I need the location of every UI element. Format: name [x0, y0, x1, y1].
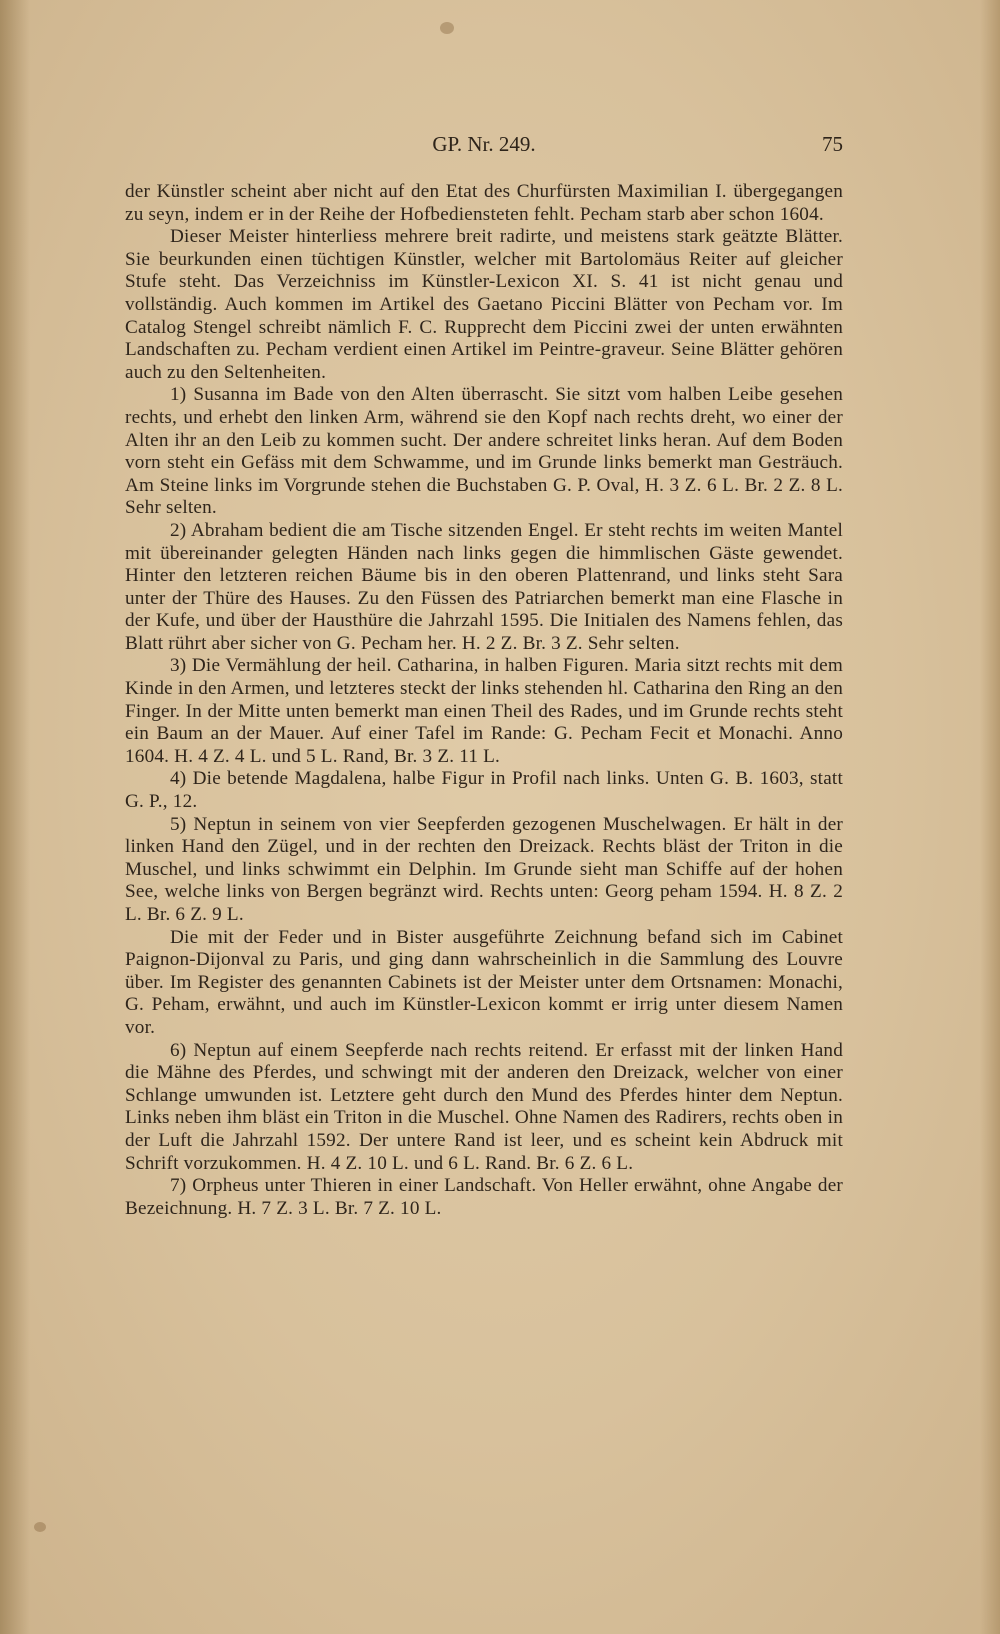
- ink-spot: [440, 22, 454, 34]
- binding-shadow: [0, 0, 30, 1634]
- paragraph-continuation: der Künstler scheint aber nicht auf den Etat des Churfürsten Maximilian I. übergegangen zu seyn, indem er in der Reihe der Hofbediensteten fehlt. Pecham starb aber schon 1604.: [125, 181, 843, 225]
- page-number: 75: [822, 132, 843, 156]
- entry-4: 4) Die betende Magdalena, halbe Figur in Profil nach links. Unten G. B. 1603, statt G. P., 12.: [125, 768, 843, 813]
- entry-5-note: Die mit der Feder und in Bister ausgeführte Zeichnung befand sich im Cabinet Paignon-Dijonval zu Paris, und ging dann wahrscheinlich in die Sammlung des Louvre über. Im Register des genannten Cabinets ist der Meister unter dem Ortsnamen: Monachi, G. Peham, erwähnt, und auch im Künstler-Lexicon kommt er irrig unter diesem Namen vor.: [125, 926, 843, 1038]
- edge-shadow: [980, 0, 1000, 1634]
- entry-2: 2) Abraham bedient die am Tische sitzenden Engel. Er steht rechts im weiten Mantel mit übereinander gelegten Händen nach links gegen die himmlischen Gäste gewendet. Hinter den letzteren reichen Bäume bis in den oberen Plattenrand, und links steht Sara unter der Thüre des Hauses. Zu den Füssen des Patriarchen bemerkt man eine Flasche in der Kufe, und über der Hausthüre die Jahrzahl 1595. Die Initialen des Namens fehlen, das Blatt rührt aber sicher von G. Pecham her. H. 2 Z. Br. 3 Z. Sehr selten.: [125, 519, 843, 654]
- ink-spot: [34, 1522, 46, 1532]
- entry-3: 3) Die Vermählung der heil. Catharina, in halben Figuren. Maria sitzt rechts mit dem Kinde in den Armen, und letzteres steckt der links stehenden hl. Catharina den Ring an den Finger. In der Mitte unten bemerkt man einen Theil des Rades, und im Grunde rechts steht ein Baum an der Mauer. Auf einer Tafel im Rande: G. Pecham Fecit et Monachi. Anno 1604. H. 4 Z. 4 L. und 5 L. Rand, Br. 3 Z. 11 L.: [125, 655, 843, 767]
- paragraph-intro: Dieser Meister hinterliess mehrere breit radirte, und meistens stark geätzte Blätter. Sie beurkunden einen tüchtigen Künstler, welcher mit Bartolomäus Reiter auf gleicher Stufe steht. Das Verzeichniss im Künstler-Lexicon XI. S. 41 ist nicht genau und vollständig. Auch kommen im Artikel des Gaetano Piccini Blätter von Pecham vor. Im Catalog Stengel schreibt nämlich F. C. Rupprecht dem Piccini zwei der unten erwähnten Landschaften zu. Pecham verdient einen Artikel im Peintre-graveur. Seine Blätter gehören auch zu den Seltenheiten.: [125, 226, 843, 383]
- running-header: [125, 132, 843, 162]
- entry-6: 6) Neptun auf einem Seepferde nach rechts reitend. Er erfasst mit der linken Hand die Mähne des Pferdes, und schwingt mit der anderen den Dreizack, welcher von einer Schlange umwunden ist. Letztere geht durch den Mund des Pferdes hinter dem Neptun. Links neben ihm bläst ein Triton in die Muschel. Ohne Namen des Radirers, rechts oben in der Luft die Jahrzahl 1592. Der untere Rand ist leer, und es scheint kein Abdruck mit Schrift vorzukommen. H. 4 Z. 10 L. und 6 L. Rand. Br. 6 Z. 6 L.: [125, 1039, 843, 1174]
- entry-5: 5) Neptun in seinem von vier Seepferden gezogenen Muschelwagen. Er hält in der linken Hand den Zügel, und in der rechten den Dreizack. Rechts bläst der Triton in die Muschel, und links schwimmt ein Delphin. Im Grunde sieht man Schiffe auf der hohen See, welche links von Bergen begränzt wird. Rechts unten: Georg peham 1594. H. 8 Z. 2 L. Br. 6 Z. 9 L.: [125, 813, 843, 925]
- entry-1: 1) Susanna im Bade von den Alten überrascht. Sie sitzt vom halben Leibe gesehen rechts, und erhebt den linken Arm, während sie den Kopf nach rechts dreht, wo einer der Alten ihr an den Leib zu kommen sucht. Der andere schreitet links heran. Auf dem Boden vorn steht ein Gefäss mit dem Schwamme, und im Grunde links bemerkt man Gesträuch. Am Steine links im Vorgrunde stehen die Buchstaben G. P. Oval, H. 3 Z. 6 L. Br. 2 Z. 8 L. Sehr selten.: [125, 384, 843, 519]
- running-title: GP. Nr. 249.: [432, 132, 536, 156]
- entry-7: 7) Orpheus unter Thieren in einer Landschaft. Von Heller erwähnt, ohne Angabe der Bezeichnung. H. 7 Z. 3 L. Br. 7 Z. 10 L.: [125, 1175, 843, 1219]
- body-text: [125, 181, 843, 1220]
